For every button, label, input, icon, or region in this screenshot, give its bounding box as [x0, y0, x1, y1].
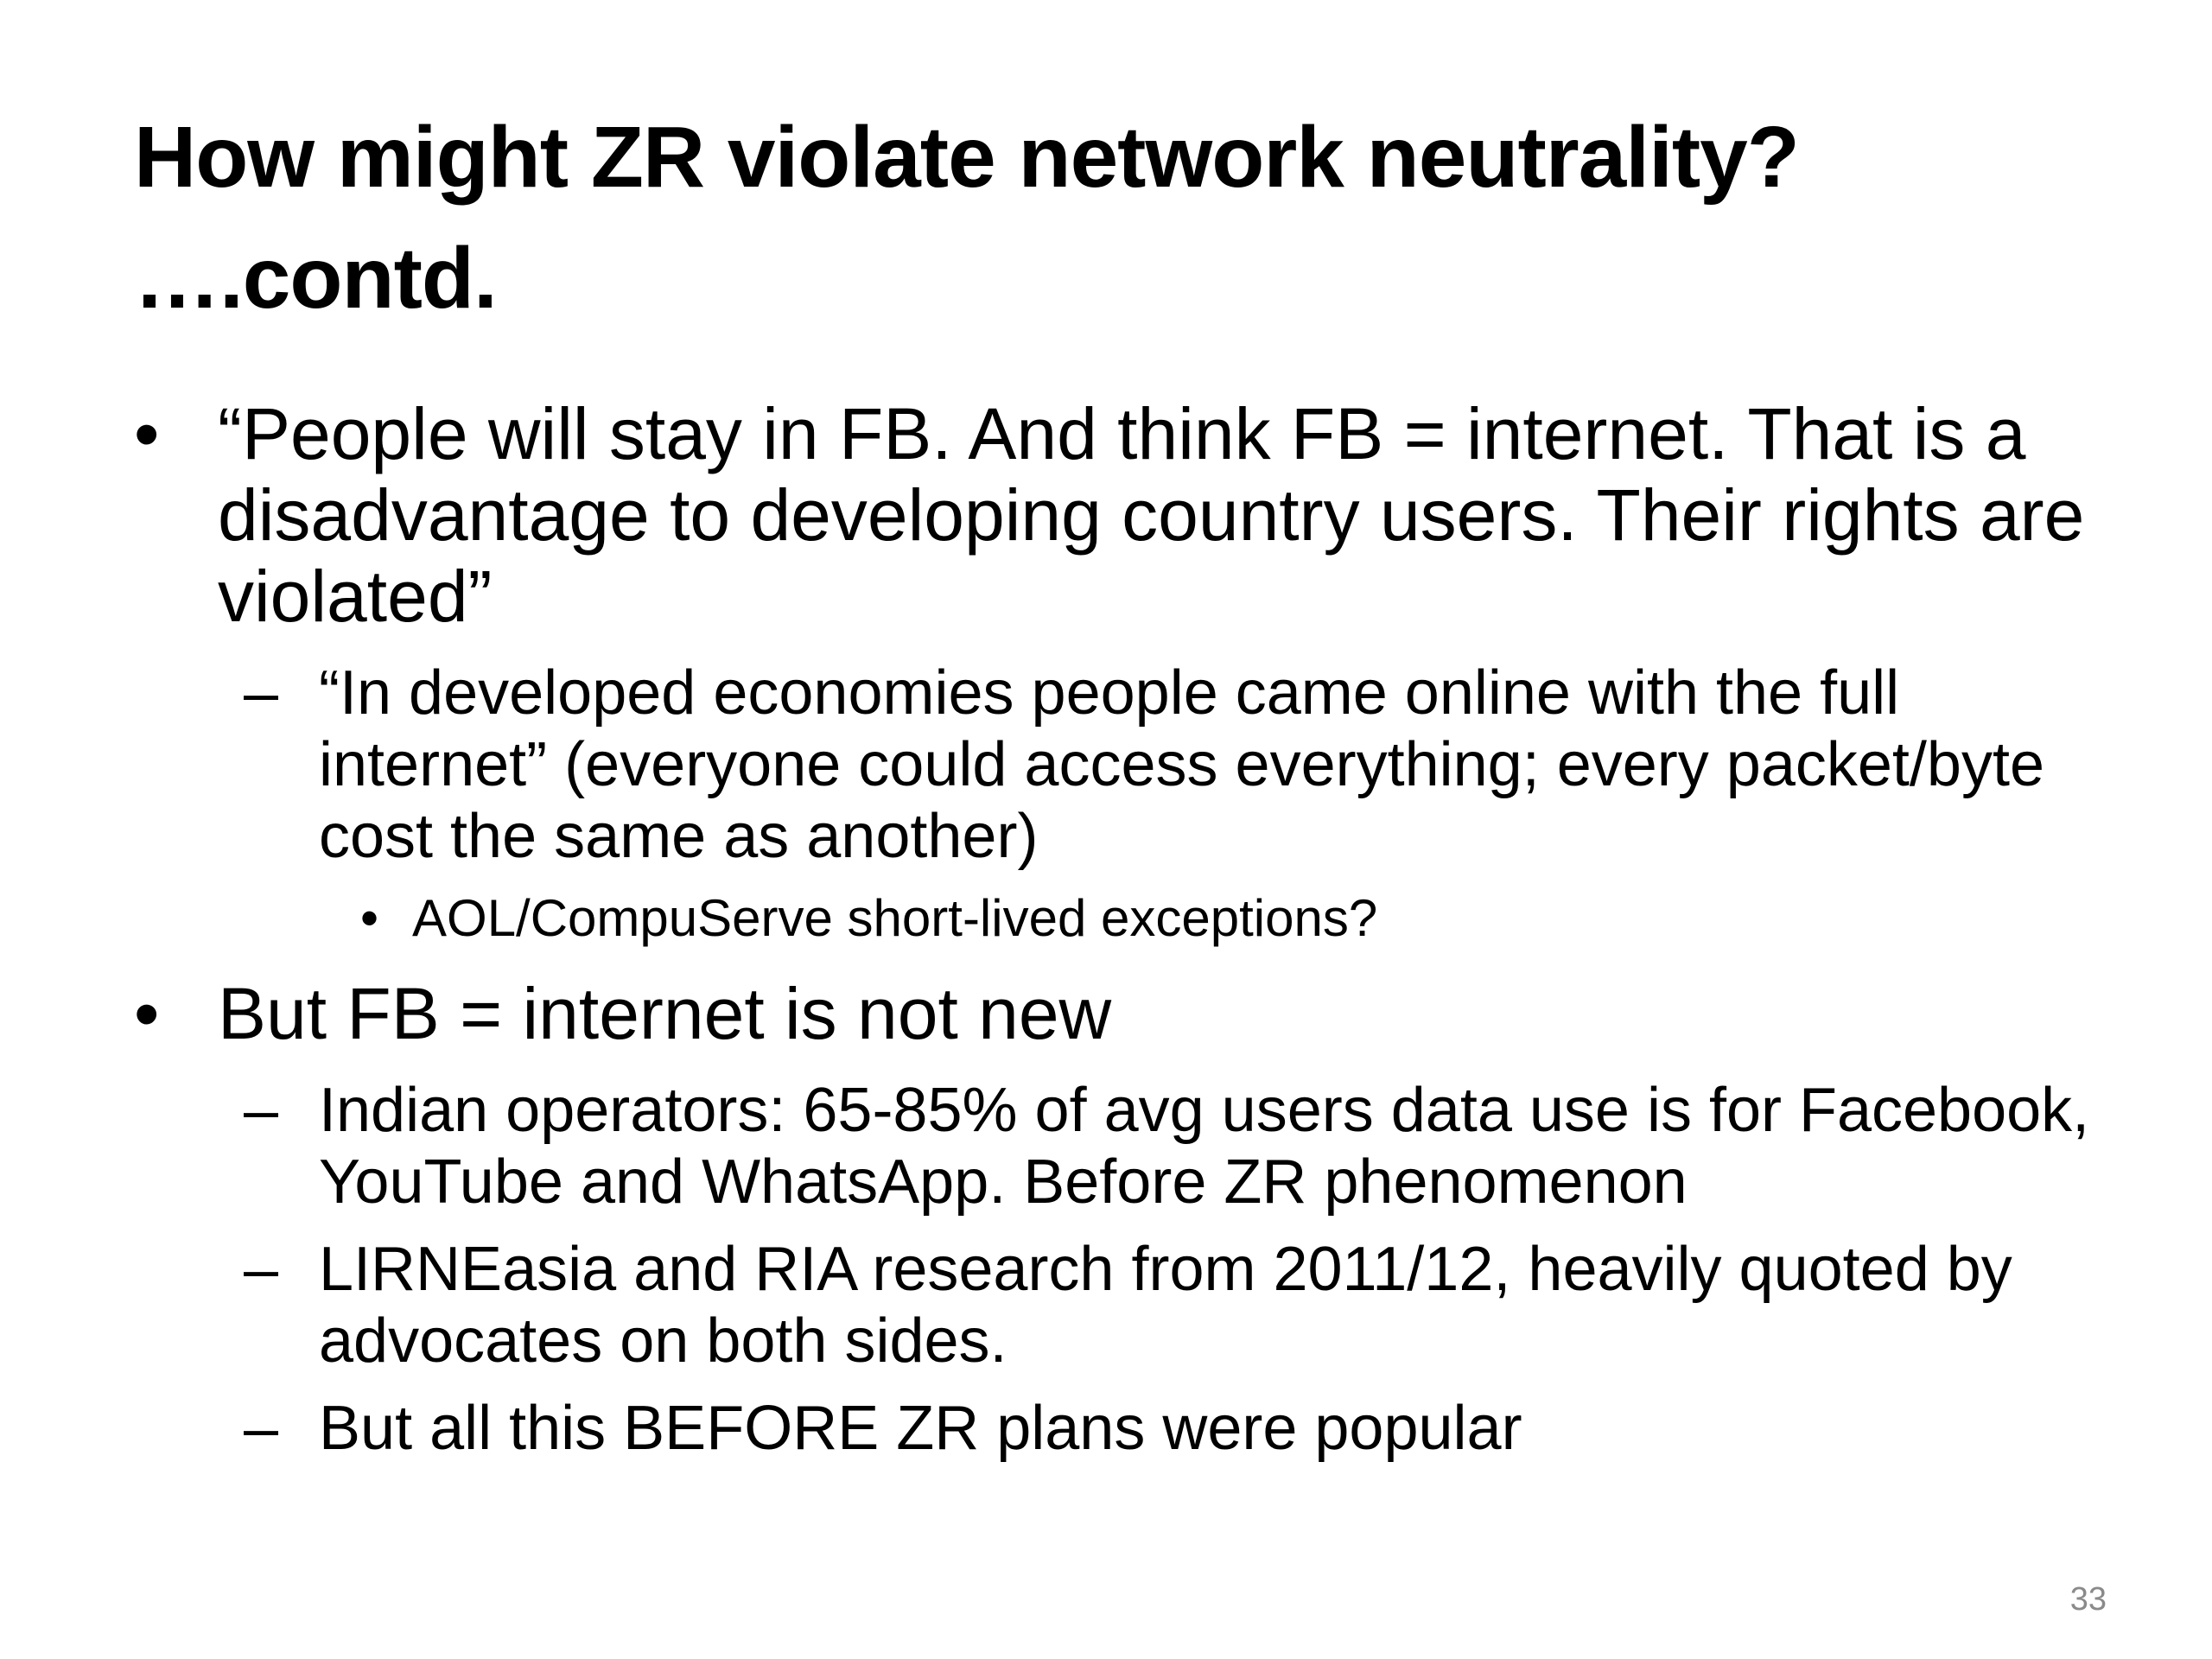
dash-marker: – [244, 1076, 279, 1145]
sub-bullet-text: LIRNEasia and RIA research from 2011/12, heavily quoted by advocates on both sides. [319, 1235, 2012, 1376]
bullet-item [134, 973, 2113, 1054]
sub-bullet-item [244, 1393, 2113, 1465]
sub-sub-bullet-text: AOL/CompuServe short-lived exceptions? [412, 889, 1378, 947]
sub-sub-bullet-item [360, 888, 2113, 949]
bullet-item [134, 393, 2113, 637]
bullet-text: “People will stay in FB. And think FB = internet. That is a disadvantage to developing country users. Their rights are violated” [218, 393, 2085, 637]
bullet-text: But FB = internet is not new [218, 973, 1112, 1054]
page-number: 33 [2069, 1581, 2107, 1618]
slide-title-line-2: ….contd. [134, 230, 497, 327]
sub-bullet-item [244, 658, 2113, 873]
dash-marker: – [244, 1235, 279, 1304]
sub-bullet-item [244, 1234, 2113, 1377]
slide-body [134, 393, 2113, 1480]
dash-marker: – [244, 658, 279, 728]
sub-bullet-text: “In developed economies people came online with the full internet” (everyone could access everything; every packet/byte cost the same as another) [319, 658, 2045, 871]
dash-marker: – [244, 1394, 279, 1463]
sub-bullet-text: Indian operators: 65-85% of avg users data use is for Facebook, YouTube and WhatsApp. Before ZR phenomenon [319, 1076, 2090, 1217]
bullet-marker: • [134, 393, 160, 474]
slide-title [134, 97, 2104, 339]
bullet-marker: • [360, 889, 379, 947]
sub-bullet-item [244, 1075, 2113, 1218]
sub-bullet-text: But all this BEFORE ZR plans were popular [319, 1394, 1522, 1463]
bullet-marker: • [134, 973, 160, 1054]
slide-title-line-1: How might ZR violate network neutrality? [134, 109, 1799, 206]
